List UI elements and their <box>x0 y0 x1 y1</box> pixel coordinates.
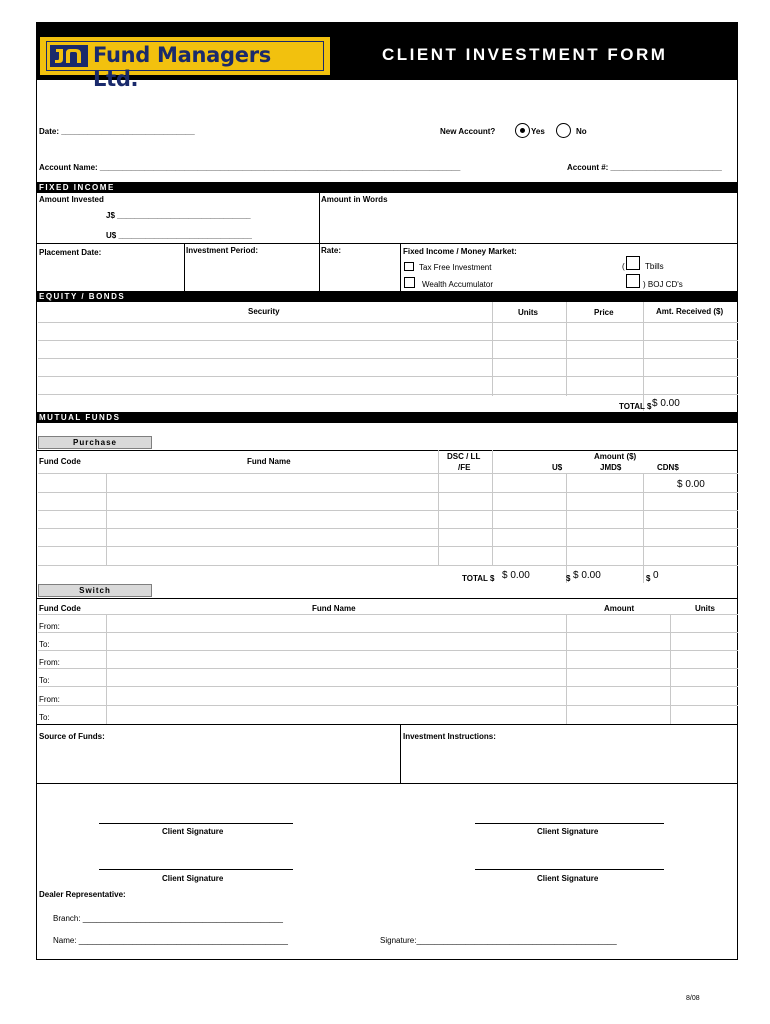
new-account-yes-radio[interactable] <box>515 123 530 138</box>
dsc-header: DSC / LL <box>447 452 481 461</box>
cdn-first-value[interactable]: $ 0.00 <box>677 479 705 490</box>
new-account-yes-label: Yes <box>531 127 545 136</box>
equity-total-value[interactable]: $ 0.00 <box>652 398 680 409</box>
mf-total-us[interactable]: $ 0.00 <box>502 570 530 581</box>
dsc-header-2: /FE <box>458 463 471 472</box>
company-logo <box>40 37 330 91</box>
tbills-paren: ( <box>622 262 625 271</box>
divider <box>400 243 401 291</box>
us-header: U$ <box>552 463 563 472</box>
signature-line[interactable] <box>475 823 664 824</box>
wealth-accumulator-checkbox[interactable] <box>404 277 415 288</box>
investment-period-field[interactable]: Investment Period: <box>186 246 259 255</box>
table-row <box>38 340 738 341</box>
form-title: CLIENT INVESTMENT FORM <box>382 45 668 64</box>
grid-line <box>106 614 107 724</box>
table-row <box>38 614 738 615</box>
client-signature-label: Client Signature <box>162 827 224 836</box>
units-header: Units <box>518 308 538 317</box>
switch-fund-name-header: Fund Name <box>312 604 356 613</box>
switch-row-label: To: <box>39 713 50 722</box>
table-row <box>38 546 738 547</box>
logo-text: Fund Managers Ltd. <box>93 43 271 91</box>
divider <box>36 783 738 784</box>
cdn-header: CDN$ <box>657 463 679 472</box>
table-row <box>38 322 738 323</box>
source-of-funds-field[interactable]: Source of Funds: <box>39 732 105 741</box>
mutual-funds-header: MUTUAL FUNDS <box>36 412 738 423</box>
divider <box>184 243 185 291</box>
switch-units-header: Units <box>695 604 715 613</box>
price-header: Price <box>594 308 614 317</box>
client-signature-label: Client Signature <box>537 827 599 836</box>
name-field[interactable]: Name: _______________________________________________ <box>53 936 288 945</box>
table-row <box>38 492 738 493</box>
grid-line <box>438 450 439 566</box>
client-signature-label: Client Signature <box>537 874 599 883</box>
client-signature-label: Client Signature <box>162 874 224 883</box>
placement-date-field[interactable]: Placement Date: <box>39 248 102 257</box>
divider <box>36 724 738 725</box>
dealer-signature-field[interactable]: Signature:_____________________________________________ <box>380 936 617 945</box>
fixed-income-header: FIXED INCOME <box>36 182 738 193</box>
new-account-label: New Account? <box>440 127 496 136</box>
divider <box>319 193 320 243</box>
boj-cds-label: ) BOJ CD's <box>643 280 683 289</box>
switch-row-label: To: <box>39 676 50 685</box>
switch-row-label: From: <box>39 695 60 704</box>
jn-logo-icon <box>50 45 88 67</box>
tbills-checkbox[interactable] <box>626 256 640 270</box>
wealth-accumulator-label: Wealth Accumulator <box>422 280 493 289</box>
mf-total-cdn-prefix: $ <box>646 574 651 583</box>
purchase-tab: Purchase <box>38 436 152 449</box>
divider <box>400 724 401 783</box>
mf-total-cdn[interactable]: 0 <box>653 570 659 581</box>
table-row <box>38 705 738 706</box>
grid-line <box>492 302 493 396</box>
tax-free-checkbox[interactable] <box>404 262 414 271</box>
date-field[interactable]: Date: ______________________________ <box>39 127 195 136</box>
table-row <box>38 510 738 511</box>
grid-line <box>492 450 493 566</box>
amount-header: Amount ($) <box>594 452 637 461</box>
dealer-representative-label: Dealer Representative: <box>39 890 126 899</box>
table-row <box>38 358 738 359</box>
account-number-field[interactable]: Account #: _________________________ <box>567 163 722 172</box>
amount-in-words-label: Amount in Words <box>321 195 388 204</box>
grid-line <box>566 302 567 396</box>
equity-bonds-header: EQUITY / BONDS <box>36 291 738 302</box>
table-row <box>38 632 738 633</box>
switch-amount-header: Amount <box>604 604 635 613</box>
grid-line <box>670 614 671 724</box>
table-row <box>38 473 738 474</box>
form-version: 8/08 <box>686 995 700 1002</box>
account-name-field[interactable]: Account Name: _________________________________________________________________________________ <box>39 163 461 172</box>
signature-line[interactable] <box>475 869 664 870</box>
new-account-no-radio[interactable] <box>556 123 571 138</box>
tax-free-label: Tax Free Investment <box>419 263 492 272</box>
jd-amount-field[interactable]: J$ ______________________________ <box>106 211 251 220</box>
mf-total-label: TOTAL $ <box>462 574 495 583</box>
equity-total-label: TOTAL $ <box>619 402 652 411</box>
switch-fund-code-header: Fund Code <box>39 604 81 613</box>
switch-row-label: To: <box>39 640 50 649</box>
divider <box>319 243 320 291</box>
mf-fund-code-header: Fund Code <box>39 457 81 466</box>
signature-line[interactable] <box>99 823 293 824</box>
security-header: Security <box>248 307 280 316</box>
table-row <box>38 650 738 651</box>
divider <box>36 450 738 451</box>
investment-instructions-field[interactable]: Investment Instructions: <box>403 732 496 741</box>
tbills-label: Tbills <box>645 262 664 271</box>
amount-received-header: Amt. Received ($) <box>656 307 724 316</box>
boj-cds-checkbox[interactable] <box>626 274 640 288</box>
divider <box>36 598 738 599</box>
us-amount-field[interactable]: U$ ______________________________ <box>106 231 252 240</box>
grid-line <box>106 473 107 566</box>
grid-line <box>566 614 567 724</box>
divider <box>36 243 738 244</box>
switch-row-label: From: <box>39 622 60 631</box>
amount-invested-label: Amount Invested <box>39 195 104 204</box>
table-row <box>38 565 738 566</box>
mf-total-jmd[interactable]: $ 0.00 <box>573 570 601 581</box>
rate-field[interactable]: Rate: <box>321 246 342 255</box>
jmd-header: JMD$ <box>600 463 622 472</box>
switch-tab: Switch <box>38 584 152 597</box>
switch-row-label: From: <box>39 658 60 667</box>
table-row <box>38 394 738 395</box>
table-row <box>38 668 738 669</box>
table-row <box>38 376 738 377</box>
table-row <box>38 686 738 687</box>
table-row <box>38 528 738 529</box>
mf-fund-name-header: Fund Name <box>247 457 291 466</box>
branch-field[interactable]: Branch: _____________________________________________ <box>53 914 284 923</box>
money-market-label: Fixed Income / Money Market: <box>403 247 517 256</box>
signature-line[interactable] <box>99 869 293 870</box>
mf-total-jmd-prefix: $ <box>566 574 571 583</box>
new-account-no-label: No <box>576 127 587 136</box>
